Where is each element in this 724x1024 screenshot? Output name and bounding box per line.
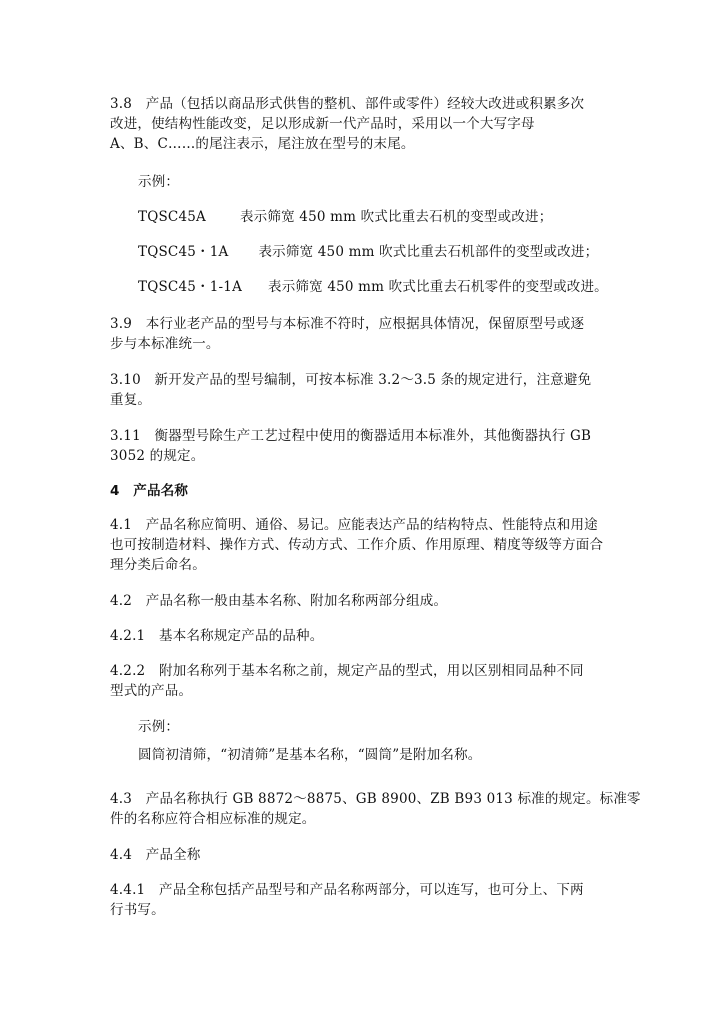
example-row-3 bbox=[138, 277, 608, 297]
clause-3-11-line-2: 3052 的规定。 bbox=[110, 448, 205, 464]
example-code: TQSC45A bbox=[138, 209, 206, 225]
clause-4-3-line-2: 件的名称应符合相应标准的规定。 bbox=[110, 811, 316, 827]
example-label-4-2-2: 示例： bbox=[138, 719, 180, 735]
clause-4-4-1-line-2: 行书写。 bbox=[110, 902, 165, 918]
example-desc: 表示筛宽 450 mm 吹式比重去石机零件的变型或改进。 bbox=[268, 279, 608, 295]
clause-3-11-line-1: 3.11 衡器型号除生产工艺过程中使用的衡器适用本标准外，其他衡器执行 GB bbox=[110, 428, 592, 444]
clause-4-2-2-line-2: 型式的产品。 bbox=[110, 683, 193, 699]
example-code: TQSC45・1A bbox=[138, 244, 229, 260]
clause-3-8-line-1: 3.8 产品（包括以商品形式供售的整机、部件或零件）经较大改进或积累多次 bbox=[110, 96, 585, 112]
clause-4-2: 4.2 产品名称一般由基本名称、附加名称两部分组成。 bbox=[110, 593, 448, 609]
example-desc: 表示筛宽 450 mm 吹式比重去石机部件的变型或改进； bbox=[258, 244, 599, 260]
example-code: TQSC45・1-1A bbox=[138, 279, 243, 295]
clause-4-4: 4.4 产品全称 bbox=[110, 847, 201, 863]
clause-3-10-line-2: 重复。 bbox=[110, 392, 152, 408]
example-desc: 表示筛宽 450 mm 吹式比重去石机的变型或改进； bbox=[239, 209, 553, 225]
clause-3-9-line-1: 3.9 本行业老产品的型号与本标准不符时，应根据具体情况，保留原型号或逐 bbox=[110, 316, 585, 332]
example-4-2-2: 圆筒初清筛，“初清筛”是基本名称，“圆筒”是附加名称。 bbox=[138, 747, 482, 763]
clause-4-1-line-3: 理分类后命名。 bbox=[110, 557, 206, 573]
clause-3-9-line-2: 步与本标准统一。 bbox=[110, 336, 220, 352]
clause-4-2-2-line-1: 4.2.2 附加名称列于基本名称之前，规定产品的型式，用以区别相同品种不同 bbox=[110, 663, 584, 679]
clause-4-2-1: 4.2.1 基本名称规定产品的品种。 bbox=[110, 628, 324, 644]
clause-4-3-line-1: 4.3 产品名称执行 GB 8872～8875、GB 8900、ZB B93 013 标准的规定。标准零 bbox=[110, 791, 641, 807]
example-row-1 bbox=[138, 207, 552, 227]
clause-4-4-1-line-1: 4.4.1 产品全称包括产品型号和产品名称两部分，可以连写，也可分上、下两 bbox=[110, 882, 584, 898]
clause-3-8-line-3: A、B、C……的尾注表示，尾注放在型号的末尾。 bbox=[110, 136, 415, 152]
section-heading-4: 4 产品名称 bbox=[110, 483, 189, 499]
clause-4-1-line-1: 4.1 产品名称应简明、通俗、易记。应能表达产品的结构特点、性能特点和用途 bbox=[110, 517, 598, 533]
clause-4-1-line-2: 也可按制造材料、操作方式、传动方式、工作介质、作用原理、精度等级等方面合 bbox=[110, 537, 604, 553]
clause-3-10-line-1: 3.10 新开发产品的型号编制，可按本标准 3.2～3.5 条的规定进行，注意避免 bbox=[110, 372, 592, 388]
example-row-2 bbox=[138, 242, 598, 262]
example-label-3-8: 示例： bbox=[138, 174, 180, 190]
clause-3-8-line-2: 改进，使结构性能改变，足以形成新一代产品时，采用以一个大写字母 bbox=[110, 116, 535, 132]
